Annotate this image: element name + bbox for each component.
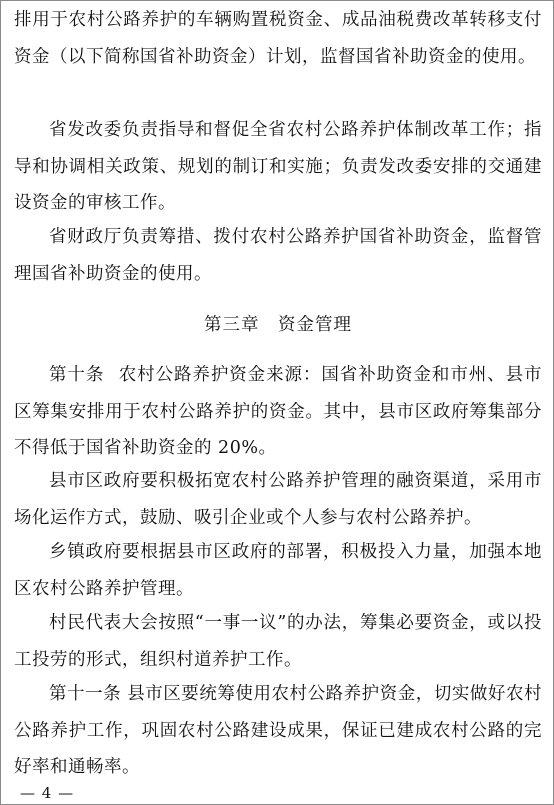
chapter-heading: 第三章 资金管理 [204,315,352,335]
article-11-text: 县市区要统筹使用农村公路养护资金，切实做好农村公路养护工作，巩固农村公路建设成果，保证已建成农村公路的完好率和通畅率。 [14,684,543,778]
article-10-label: 第十条 [49,365,105,385]
paragraph-financing-channels: 县市区政府要积极拓宽农村公路养护管理的融资渠道，采用市场化运作方式，鼓励、吸引企业或个人参与农村公路养护。 [14,471,542,528]
paragraph-funds-plan: 排用于农村公路养护的车辆购置税资金、成品油税费改革转移支付资金（以下简称国省补助资金）计划，监督国省补助资金的使用。 [14,10,542,67]
page-number: — 4 — [20,784,75,802]
article-10-text: 农村公路养护资金来源：国省补助资金和市州、县市区筹集安排用于农村公路养护的资金。其中，县市区政府筹集部分不得低于国省补助资金的 20%。 [14,365,543,459]
paragraph-village-assembly: 村民代表大会按照“一事一议”的办法，筹集必要资金，或以投工投劳的形式，组织村道养护工作。 [14,613,542,670]
paragraph-development-commission: 省发改委负责指导和督促全省农村公路养护体制改革工作；指导和协调相关政策、规划的制订和实施；负责发改委安排的交通建设资金的审核工作。 [14,120,542,214]
paragraph-finance-department: 省财政厅负责筹措、拨付农村公路养护国省补助资金，监督管理国省补助资金的使用。 [14,227,542,284]
paragraph-township-government: 乡镇政府要根据县市区政府的部署，积极投入力量，加强本地区农村公路养护管理。 [14,542,542,599]
article-11 [14,676,542,786]
article-10 [14,357,542,467]
article-11-label: 第十一条 [49,684,122,704]
